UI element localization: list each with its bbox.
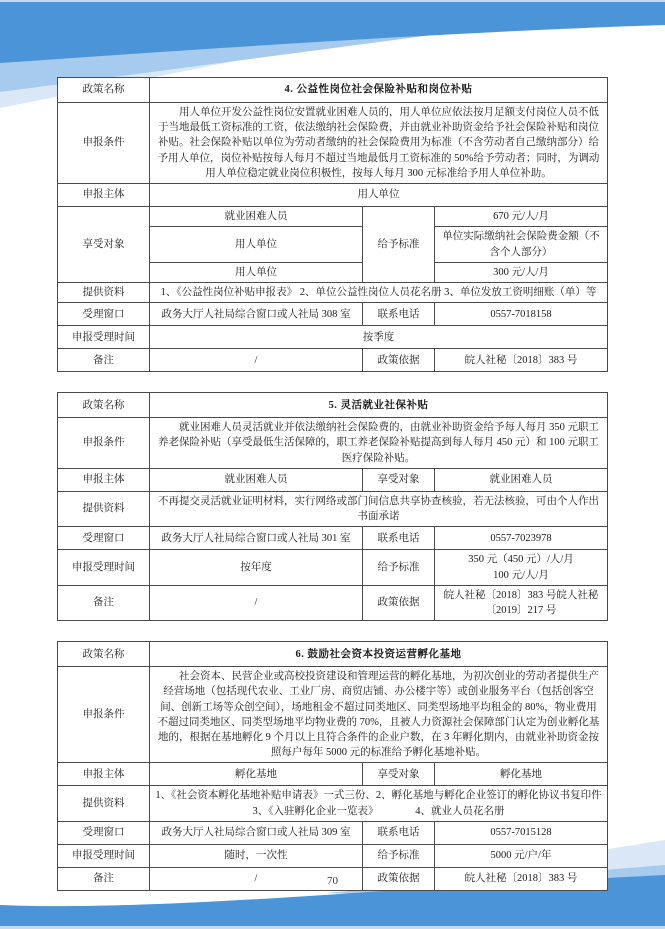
table-row bbox=[58, 468, 608, 491]
time-value: 随时，一次性 bbox=[150, 844, 363, 867]
conditions-label: 申报条件 bbox=[58, 103, 150, 184]
table-row bbox=[58, 527, 608, 550]
beneficiary-label: 享受对象 bbox=[363, 763, 435, 786]
materials-label: 提供资料 bbox=[58, 786, 150, 821]
beneficiary-label: 享受对象 bbox=[58, 207, 150, 283]
materials-text: 1、《公益性岗位补贴申报表》 2、单位公益性岗位人员花名册 3、单位发放工资明细账（单）等 bbox=[150, 282, 608, 302]
table-row bbox=[58, 550, 608, 585]
table-row bbox=[58, 844, 608, 867]
standard-value: 单位实际缴纳社会保险费金额（不含个人部分） bbox=[435, 227, 608, 262]
materials-label: 提供资料 bbox=[58, 282, 150, 302]
applicant-value: 用人单位 bbox=[150, 184, 608, 207]
table-row bbox=[58, 491, 608, 526]
window-value: 政务大厅人社局综合窗口或人社局 301 室 bbox=[150, 527, 363, 550]
table-row bbox=[58, 786, 608, 821]
window-label: 受理窗口 bbox=[58, 303, 150, 326]
time-label: 申报受理时间 bbox=[58, 550, 150, 585]
document-content bbox=[57, 77, 613, 911]
policy-title: 6. 鼓励社会资本投资运营孵化基地 bbox=[150, 642, 608, 667]
table-row bbox=[58, 326, 608, 349]
table-row bbox=[58, 349, 608, 372]
table-row bbox=[58, 821, 608, 844]
phone-value: 0557-7015128 bbox=[435, 821, 608, 844]
conditions-label: 申报条件 bbox=[58, 667, 150, 763]
phone-value: 0557-7018158 bbox=[435, 303, 608, 326]
table-row bbox=[58, 282, 608, 302]
phone-label: 联系电话 bbox=[363, 821, 435, 844]
table-row bbox=[58, 103, 608, 184]
basis-value: 皖人社秘〔2018〕383 号皖人社秘〔2019〕217 号 bbox=[435, 585, 608, 620]
conditions-text: 社会资本、民营企业或高校投资建设和管理运营的孵化基地，为初次创业的劳动者提供生产经营场地（包括现代农业、工业厂房、商贸店铺、办公楼宇等）或创业服务平台（包括创客空间、创新工场等众创空间），场地租金不超过同类地区、同类型场地平均租金的 80%，物业费用不超过同类地区、同类型场地平均物业费的 70%，且被人力资源社会保障部门认定为创业孵化基地的，根据在基地孵化 9 个月以上且符合条件的企业户数，在 3 年孵化期内，由就业补助资金按照每户每年 5000 元的标准给予孵化基地补贴。 bbox=[150, 667, 608, 763]
conditions-text: 用人单位开发公益性岗位安置就业困难人员的，用人单位应依法按月足额支付岗位人员不低于当地最低工资标准的工资，依法缴纳社会保险费，并由就业补助资金给予社会保险补贴和岗位补贴。社会保险补贴以单位为劳动者缴纳的社会保险费用为标准（不含劳动者自己缴纳部分）给予用人单位，岗位补贴按每人每月不超过当地最低月工资标准的 50%给予劳动者；同时，为调动用人单位稳定就业岗位积极性，按每人每月 300 元标准给予用人单位补助。 bbox=[150, 103, 608, 184]
time-value: 按年度 bbox=[150, 550, 363, 585]
remark-value: / bbox=[150, 867, 363, 890]
basis-value: 皖人社秘〔2018〕383 号 bbox=[435, 867, 608, 890]
policy-table-5 bbox=[57, 392, 608, 621]
top-wave-main bbox=[0, 2, 665, 63]
beneficiary-value: 就业困难人员 bbox=[435, 468, 608, 491]
page-number: 70 bbox=[327, 875, 338, 887]
materials-text: 1、《社会资本孵化基地补贴申请表》一式三份、2、孵化基地与孵化企业签订的孵化协议书复印件 3、《入驻孵化企业一览表》 4、就业人员花名册 bbox=[150, 786, 608, 821]
basis-value: 皖人社秘〔2018〕383 号 bbox=[435, 349, 608, 372]
time-label: 申报受理时间 bbox=[58, 326, 150, 349]
standard-value: 670 元/人/月 bbox=[435, 207, 608, 227]
materials-label: 提供资料 bbox=[58, 491, 150, 526]
beneficiary-value: 孵化基地 bbox=[435, 763, 608, 786]
policy-title: 4. 公益性岗位社会保险补贴和岗位补贴 bbox=[150, 78, 608, 103]
applicant-value: 就业困难人员 bbox=[150, 468, 363, 491]
basis-label: 政策依据 bbox=[363, 349, 435, 372]
policy-title: 5. 灵活就业社保补贴 bbox=[150, 393, 608, 418]
standard-value: 300 元/人/月 bbox=[435, 262, 608, 282]
window-label: 受理窗口 bbox=[58, 821, 150, 844]
applicant-label: 申报主体 bbox=[58, 763, 150, 786]
table-row bbox=[58, 184, 608, 207]
table-row bbox=[58, 78, 608, 103]
standard-label: 给予标准 bbox=[363, 550, 435, 585]
time-label: 申报受理时间 bbox=[58, 844, 150, 867]
materials-text: 不再提交灵活就业证明材料，实行网络或部门间信息共享协查核验，若无法核验，可由个人作出书面承诺 bbox=[150, 491, 608, 526]
phone-value: 0557-7023978 bbox=[435, 527, 608, 550]
policy-name-label: 政策名称 bbox=[58, 642, 150, 667]
standard-label: 给予标准 bbox=[363, 844, 435, 867]
phone-label: 联系电话 bbox=[363, 527, 435, 550]
beneficiary-who: 用人单位 bbox=[150, 227, 363, 262]
standard-line-2: 100 元/人/月 bbox=[493, 569, 549, 581]
applicant-label: 申报主体 bbox=[58, 468, 150, 491]
remark-label: 备注 bbox=[58, 585, 150, 620]
beneficiary-who: 用人单位 bbox=[150, 262, 363, 282]
table-row bbox=[58, 642, 608, 667]
table-row bbox=[58, 418, 608, 469]
standard-line-1: 350 元（450 元）/人/月 bbox=[468, 554, 574, 566]
window-value: 政务大厅人社局综合窗口或人社局 308 室 bbox=[150, 303, 363, 326]
conditions-label: 申报条件 bbox=[58, 418, 150, 469]
table-row bbox=[58, 763, 608, 786]
phone-label: 联系电话 bbox=[363, 303, 435, 326]
standard-value: 5000 元/户/年 bbox=[435, 844, 608, 867]
time-value: 按季度 bbox=[150, 326, 608, 349]
table-row bbox=[58, 393, 608, 418]
policy-table-4 bbox=[57, 77, 608, 372]
basis-label: 政策依据 bbox=[363, 585, 435, 620]
remark-value: / bbox=[150, 585, 363, 620]
table-row bbox=[58, 303, 608, 326]
window-label: 受理窗口 bbox=[58, 527, 150, 550]
policy-name-label: 政策名称 bbox=[58, 393, 150, 418]
beneficiary-label: 享受对象 bbox=[363, 468, 435, 491]
applicant-value: 孵化基地 bbox=[150, 763, 363, 786]
policy-table-6 bbox=[57, 641, 613, 891]
basis-label: 政策依据 bbox=[363, 867, 435, 890]
window-value: 政务大厅人社局综合窗口或人社局 309 室 bbox=[150, 821, 363, 844]
table-row bbox=[58, 207, 608, 227]
table-row bbox=[58, 667, 608, 763]
remark-label: 备注 bbox=[58, 867, 150, 890]
standard-label: 给予标准 bbox=[363, 207, 435, 283]
policy-name-label: 政策名称 bbox=[58, 78, 150, 103]
beneficiary-who: 就业困难人员 bbox=[150, 207, 363, 227]
applicant-label: 申报主体 bbox=[58, 184, 150, 207]
remark-label: 备注 bbox=[58, 349, 150, 372]
table-row bbox=[58, 585, 608, 620]
remark-value: / bbox=[150, 349, 363, 372]
standard-value bbox=[435, 550, 608, 585]
conditions-text: 就业困难人员灵活就业并依法缴纳社会保险费的，由就业补助资金给予每人每月 350 元职工养老保险补贴（享受最低生活保障的，职工养老保险补贴提高到每人每月 450 元）和 100 元职工医疗保险补贴。 bbox=[150, 418, 608, 469]
